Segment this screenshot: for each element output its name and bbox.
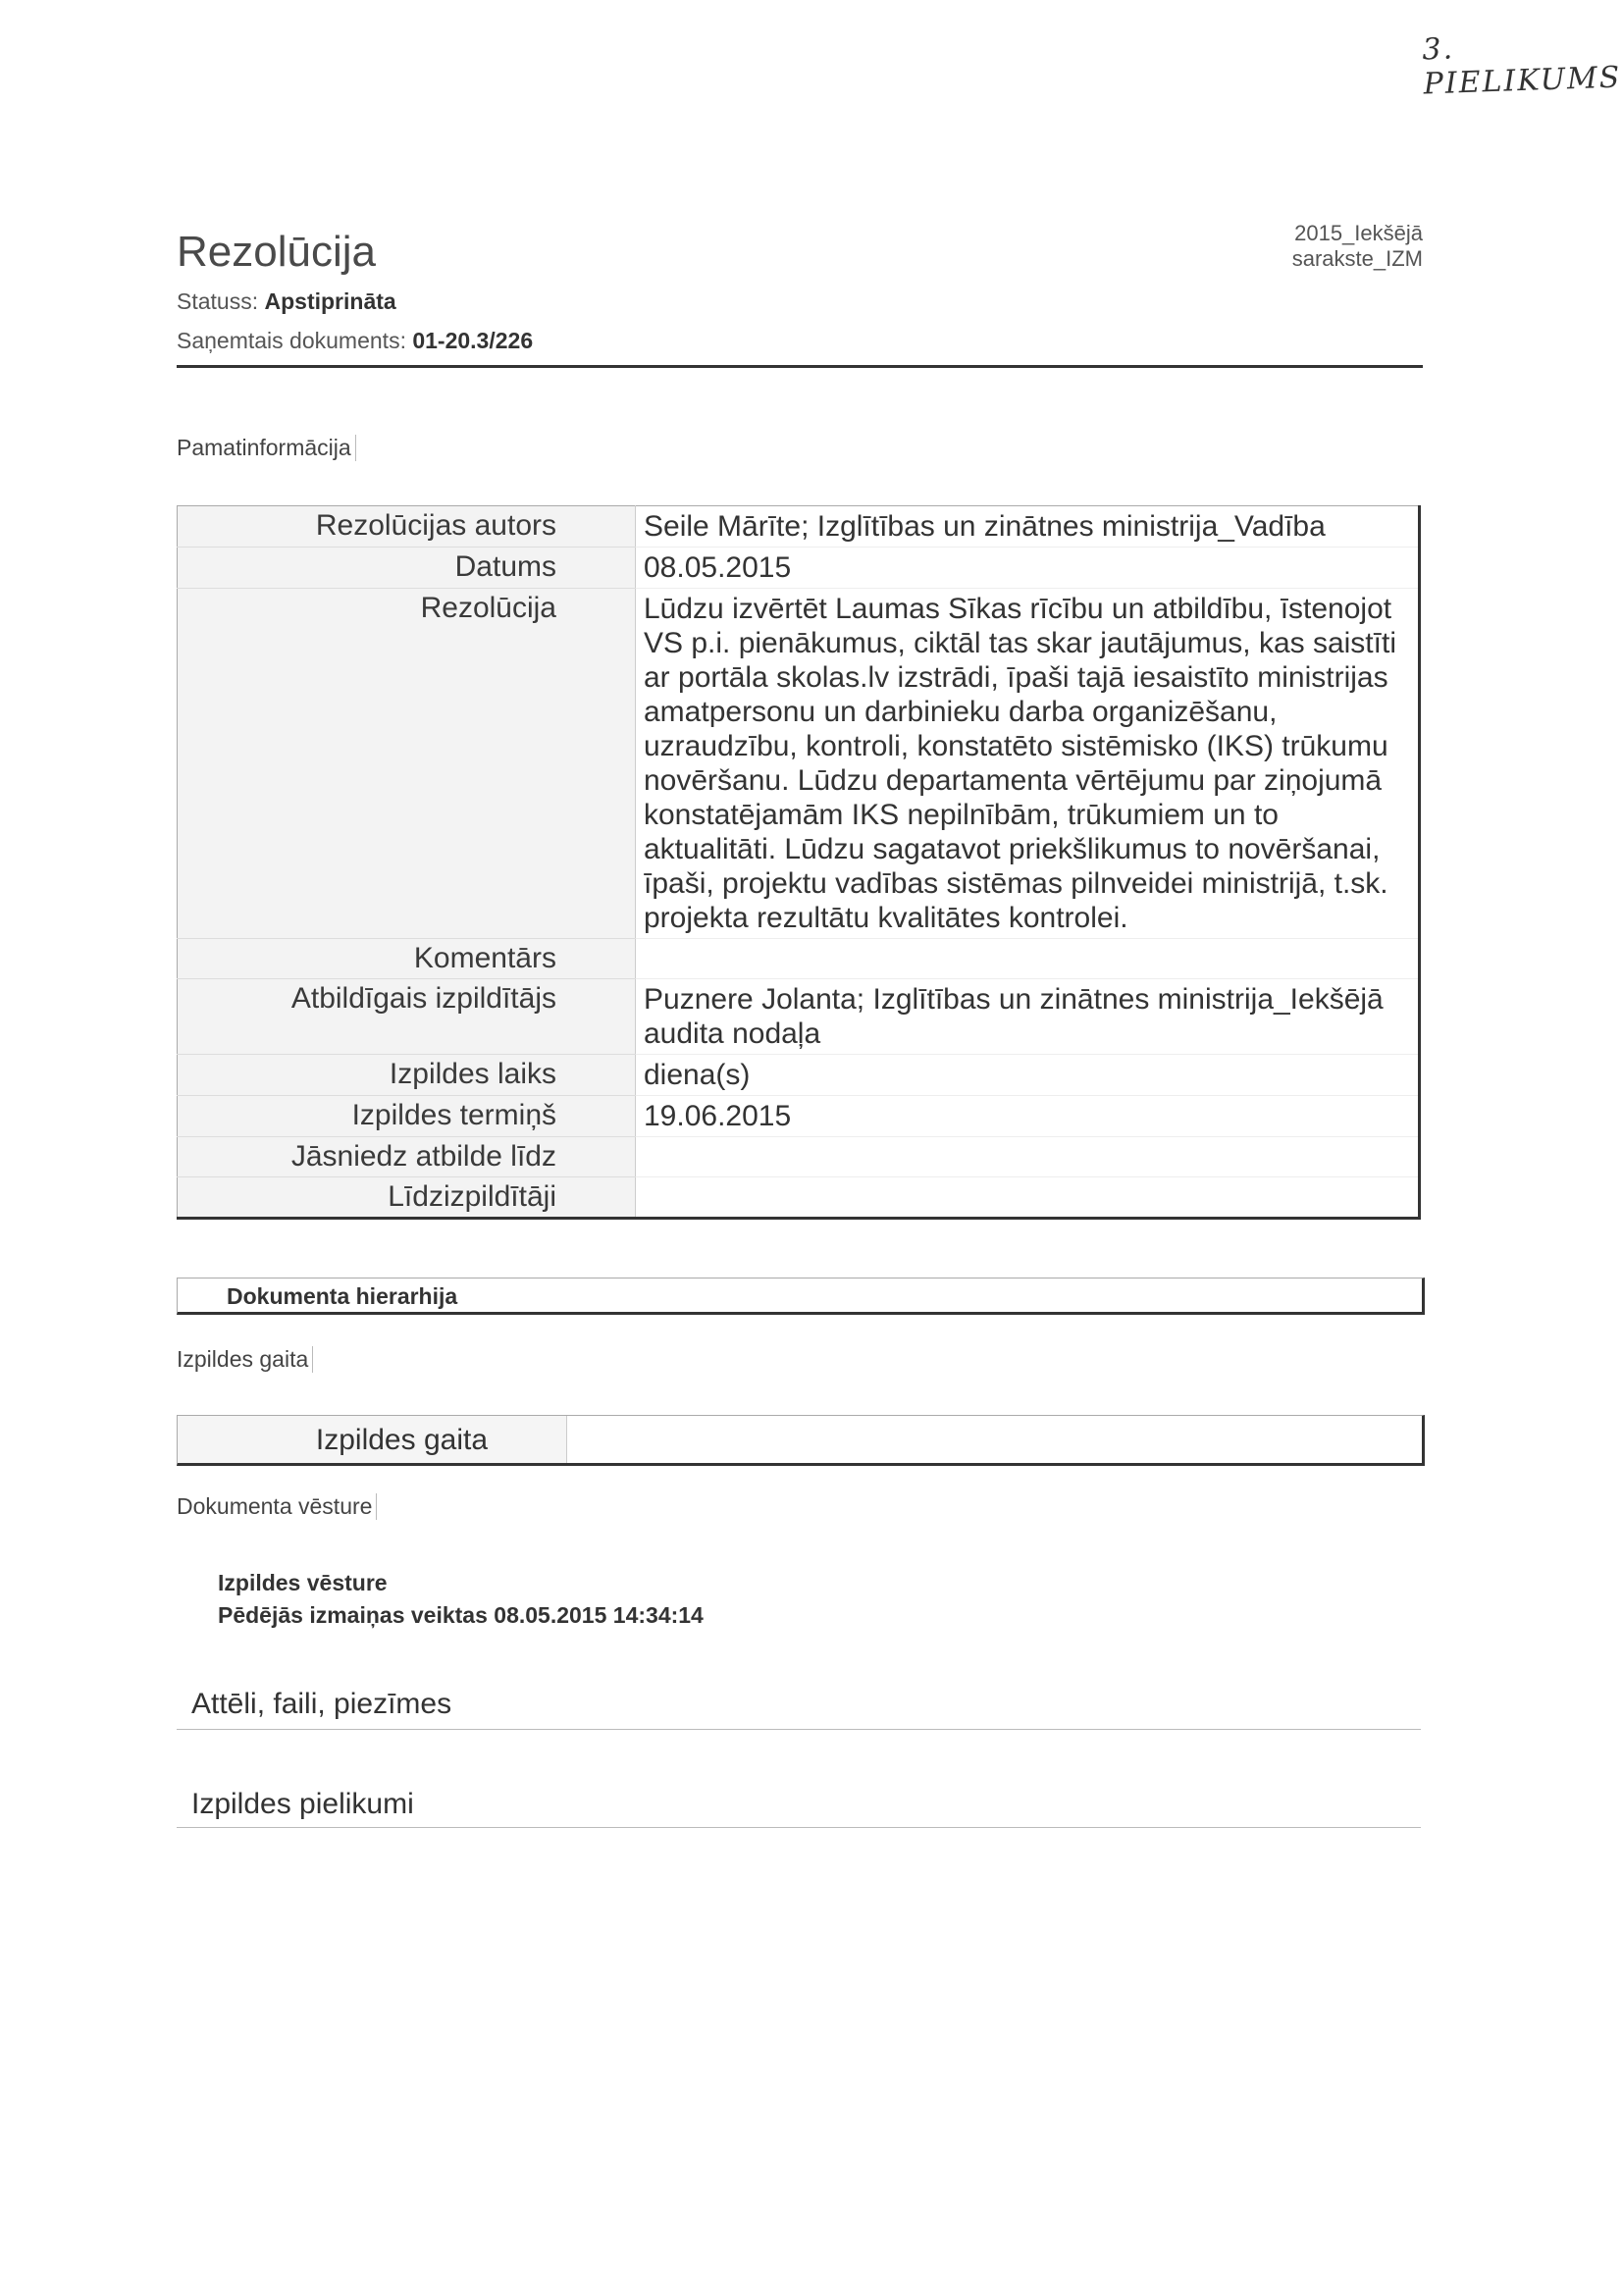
row-value: Seile Mārīte; Izglītības un zinātnes ministrija_Vadība bbox=[636, 506, 1420, 548]
row-label: Datums bbox=[178, 548, 636, 589]
received-document-label: Saņemtais dokuments: bbox=[177, 328, 406, 353]
table-row bbox=[178, 1055, 1420, 1096]
status-value: Apstiprināta bbox=[264, 288, 396, 314]
table-row bbox=[178, 1137, 1420, 1177]
document-code bbox=[1227, 221, 1423, 272]
row-value bbox=[636, 1177, 1420, 1219]
row-label: Izpildes laiks bbox=[178, 1055, 636, 1096]
progress-row bbox=[177, 1415, 1425, 1466]
row-label: Jāsniedz atbilde līdz bbox=[178, 1137, 636, 1177]
table-row bbox=[178, 506, 1420, 548]
row-value: Lūdzu izvērtēt Laumas Sīkas rīcību un atbildību, īstenojot VS p.i. pienākumus, ciktāl tas skar jautājumus, kas saistīti ar portāla skolas.lv izstrādi, īpaši tajā iesaistīto ministrijas amatpersonu un darbinieku darba organizēšanu, uzraudzību, kontroli, konstatēto sistēmisko (IKS) trūkumu novēršanu. Lūdzu departamenta vērtējumu par ziņojumā konstatējamām IKS nepilnībām, trūkumiem un to aktualitāti. Lūdzu sagatavot priekšlikumus to novēršanai, īpaši, projektu vadības sistēmas pilnveidei ministrijā, t.sk. projekta rezultātu kvalitātes kontrolei. bbox=[636, 589, 1420, 939]
execution-attachments-divider bbox=[177, 1827, 1421, 1828]
row-label: Rezolūcijas autors bbox=[178, 506, 636, 548]
row-value bbox=[636, 1137, 1420, 1177]
table-row bbox=[178, 548, 1420, 589]
table-row bbox=[178, 1177, 1420, 1219]
row-value: 08.05.2015 bbox=[636, 548, 1420, 589]
execution-history-title: Izpildes vēsture bbox=[218, 1570, 388, 1595]
row-value: diena(s) bbox=[636, 1055, 1420, 1096]
document-code-line-1: 2015_Iekšējā bbox=[1294, 221, 1423, 245]
progress-row-label: Izpildes gaita bbox=[315, 1424, 488, 1456]
section-progress: Izpildes gaita bbox=[177, 1346, 313, 1373]
section-basic-info: Pamatinformācija bbox=[177, 435, 356, 461]
row-label: Atbildīgais izpildītājs bbox=[178, 979, 636, 1055]
table-row bbox=[178, 589, 1420, 939]
row-label: Rezolūcija bbox=[178, 589, 636, 939]
row-value: 19.06.2015 bbox=[636, 1096, 1420, 1137]
received-document-value: 01-20.3/226 bbox=[412, 328, 534, 353]
row-label: Izpildes termiņš bbox=[178, 1096, 636, 1137]
row-value: Puznere Jolanta; Izglītības un zinātnes ministrija_Iekšējā audita nodaļa bbox=[636, 979, 1420, 1055]
row-label: Līdzizpildītāji bbox=[178, 1177, 636, 1219]
execution-history bbox=[218, 1567, 704, 1632]
execution-attachments-heading: Izpildes pielikumi bbox=[191, 1788, 414, 1820]
resolution-info-table bbox=[177, 505, 1421, 1220]
document-hierarchy-label: Dokumenta hierarhija bbox=[227, 1283, 458, 1309]
table-row bbox=[178, 979, 1420, 1055]
page-title: Rezolūcija bbox=[177, 228, 376, 276]
attachments-divider bbox=[177, 1729, 1421, 1730]
status-line bbox=[177, 288, 396, 315]
progress-row-label-cell bbox=[178, 1416, 567, 1463]
table-row bbox=[178, 939, 1420, 979]
document-code-line-2: sarakste_IZM bbox=[1291, 246, 1423, 271]
received-document-line bbox=[177, 328, 533, 354]
row-value bbox=[636, 939, 1420, 979]
row-label: Komentārs bbox=[178, 939, 636, 979]
document-hierarchy-bar[interactable] bbox=[177, 1278, 1425, 1315]
section-history: Dokumenta vēsture bbox=[177, 1493, 377, 1520]
header-divider bbox=[177, 365, 1423, 368]
table-row bbox=[178, 1096, 1420, 1137]
attachments-heading: Attēli, faili, piezīmes bbox=[191, 1688, 452, 1720]
last-changed-text: Pēdējās izmaiņas veiktas 08.05.2015 14:34:14 bbox=[218, 1602, 704, 1628]
status-label: Statuss: bbox=[177, 288, 259, 314]
handwritten-annex-note: 3. PIELIKUMS bbox=[1421, 31, 1622, 102]
